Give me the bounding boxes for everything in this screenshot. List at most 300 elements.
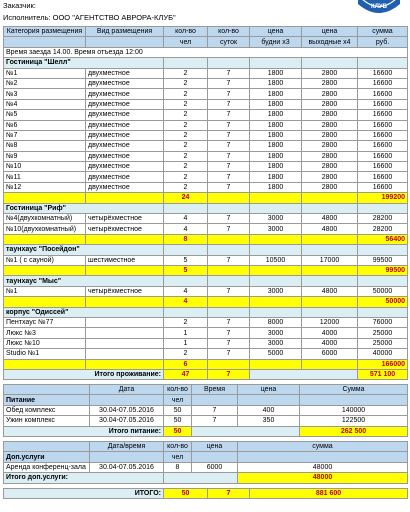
cell [302,276,358,286]
table-cell: 7 [208,120,250,130]
table-cell: 28200 [358,224,408,234]
table-cell: 2 [164,172,208,182]
cell [164,473,238,483]
column-header [4,37,86,47]
subtotal-sum: 199200 [358,193,408,203]
customer-line: Заказчик: [3,1,36,10]
table-cell: 1800 [250,151,302,161]
table-cell: 1800 [250,68,302,78]
table-cell: 2 [164,141,208,151]
table-cell: 50 [164,416,192,426]
food-table [3,384,408,437]
cell [302,297,358,307]
cell [302,203,358,213]
table-cell: 3000 [250,214,302,224]
table-row [4,172,408,182]
table-cell: 40000 [358,349,408,359]
table-cell: четырёхместное [86,214,164,224]
services-table [3,441,408,484]
cell [192,426,300,436]
column-header [90,452,164,462]
table-cell: двухместное [86,182,164,192]
table-cell: 1 [164,328,208,338]
subtotal-sum: 50000 [358,297,408,307]
table-cell: №4 [4,99,86,109]
subtotal-row [4,193,408,203]
column-header: чел [164,452,192,462]
cell [250,265,302,275]
table-cell: 2800 [302,78,358,88]
table-cell: №1 [4,68,86,78]
table-cell: №3 [4,89,86,99]
table-cell: 50 [164,405,192,415]
column-header: Время [192,385,238,395]
column-header: кол-во [164,442,192,452]
table-cell: 7 [208,182,250,192]
table-cell: 1 [164,338,208,348]
total-label: Итого проживание: [4,369,164,379]
table-cell: 4800 [302,286,358,296]
accommodation-table [3,26,408,380]
cell [302,58,358,68]
table-row [4,317,408,327]
table-row [4,349,408,359]
table-row [4,214,408,224]
cell [250,193,302,203]
table-row [4,120,408,130]
cell [86,359,164,369]
table-cell: двухместное [86,130,164,140]
table-cell: 140000 [300,405,408,415]
table-cell: №12 [4,182,86,192]
cell [208,58,250,68]
column-header [4,442,90,452]
table-cell: 3000 [250,338,302,348]
table-cell: двухместное [86,172,164,182]
accommodation-total-row [4,369,408,379]
cell [86,193,164,203]
table-row [4,182,408,192]
table-cell: №7 [4,130,86,140]
grand-total-table [3,488,408,499]
table-cell: 16600 [358,110,408,120]
table-cell: №8 [4,141,86,151]
section-title: Гостиница "Риф" [4,203,164,213]
subtotal-people: 24 [164,193,208,203]
table-cell: 2 [164,68,208,78]
section-title-row [4,58,408,68]
table-cell: 2 [164,182,208,192]
column-header: будни х3 [250,37,302,47]
subtotal-people: 8 [164,234,208,244]
subtotal-row [4,265,408,275]
column-header: Питание [4,395,90,405]
table-cell: 4000 [302,338,358,348]
column-header: цена [192,442,238,452]
table-cell: 16600 [358,172,408,182]
table-cell: 16600 [358,182,408,192]
subtotal-people: 4 [164,297,208,307]
table-cell: 25000 [358,338,408,348]
column-header: цена [238,385,300,395]
table-cell: 7 [208,141,250,151]
table-cell [86,338,164,348]
section-title: таунхаус "Мыс" [4,276,164,286]
section-title-row [4,276,408,286]
header-row-top [4,442,408,452]
table-cell: 1800 [250,99,302,109]
cell [358,203,408,213]
cell [208,234,250,244]
cell [302,193,358,203]
total-sum: 48000 [238,473,408,483]
column-header: сумма [358,27,408,37]
subtotal-row [4,297,408,307]
table-cell: 99500 [358,255,408,265]
table-cell: 2 [164,89,208,99]
table-row [4,405,408,415]
column-header [238,452,408,462]
cell [4,234,86,244]
table-cell: 16600 [358,120,408,130]
cell [164,203,208,213]
table-cell: Аренда конференц-зала [4,462,90,472]
column-header: Категория размещения [4,27,86,37]
table-cell: 2800 [302,68,358,78]
cell [358,58,408,68]
cell [250,359,302,369]
cell [250,307,302,317]
column-header [86,37,164,47]
table-row [4,328,408,338]
table-cell: 1800 [250,130,302,140]
table-cell: 6000 [302,349,358,359]
table-cell: 2 [164,110,208,120]
agency-logo-icon [356,0,402,20]
header-row-bottom [4,37,408,47]
table-cell [86,317,164,327]
header-row-top [4,27,408,37]
table-cell: 4800 [302,214,358,224]
table-cell: двухместное [86,141,164,151]
table-cell: 1800 [250,89,302,99]
table-cell: 1800 [250,162,302,172]
table-cell: 2800 [302,120,358,130]
subtotal-sum: 99500 [358,265,408,275]
table-cell: двухместное [86,110,164,120]
table-cell: 7 [208,151,250,161]
table-cell: 8 [164,462,192,472]
table-cell: двухместное [86,120,164,130]
table-cell: 16600 [358,99,408,109]
section-title-row [4,203,408,213]
total-sum: 262 500 [300,426,408,436]
total-label: Итого питание: [4,426,164,436]
table-cell [86,349,164,359]
table-cell: 7 [208,68,250,78]
table-cell: 16600 [358,68,408,78]
table-cell: №2 [4,78,86,88]
grand-total-label: ИТОГО: [4,489,164,499]
table-cell: 4 [164,224,208,234]
header-row-top [4,385,408,395]
cell [208,193,250,203]
cell [86,234,164,244]
table-row [4,141,408,151]
table-cell: 7 [208,224,250,234]
table-cell: двухместное [86,68,164,78]
table-cell: 2800 [302,162,358,172]
cell [164,307,208,317]
cell [208,307,250,317]
table-cell: Люкс №3 [4,328,86,338]
subtotal-sum: 56400 [358,234,408,244]
grand-total-days: 7 [208,489,250,499]
table-cell: 1800 [250,172,302,182]
table-cell: 4000 [302,328,358,338]
column-header [238,395,300,405]
cell [358,276,408,286]
header-row-bottom [4,395,408,405]
table-cell: №1 [4,286,86,296]
cell [208,297,250,307]
cell [208,203,250,213]
column-header [90,395,164,405]
table-cell: 30.04-07.05.2016 [90,416,164,426]
section-title-row [4,245,408,255]
times-row [4,47,408,57]
table-cell: 7 [208,78,250,88]
table-cell: 8000 [250,317,302,327]
table-cell: 7 [208,214,250,224]
cell [4,297,86,307]
cell [86,297,164,307]
table-cell: 7 [208,328,250,338]
column-header: кол-во [208,27,250,37]
table-cell: 2800 [302,172,358,182]
table-cell: №11 [4,172,86,182]
cell [358,307,408,317]
total-people: 50 [164,426,192,436]
cell [164,276,208,286]
table-cell: 16600 [358,78,408,88]
table-cell: 1800 [250,141,302,151]
table-row [4,286,408,296]
table-cell: 16600 [358,141,408,151]
total-days: 7 [208,369,250,379]
table-cell: 2800 [302,141,358,151]
table-cell: Ужин комплекс [4,416,90,426]
table-row [4,110,408,120]
subtotal-row [4,234,408,244]
check-in-times: Время заезда 14.00. Время отъезда 12:00 [4,47,408,57]
table-cell: 3000 [250,224,302,234]
column-header: чел [164,395,192,405]
table-cell: 3000 [250,328,302,338]
table-cell: 6000 [192,462,238,472]
executor-line: Исполнитель: ООО "АГЕНТСТВО АВРОРА-КЛУБ" [3,13,176,22]
table-cell: 4800 [302,224,358,234]
table-cell: 2800 [302,110,358,120]
table-cell: 400 [238,405,300,415]
table-cell: 3000 [250,286,302,296]
table-cell: 7 [208,89,250,99]
total-label: Итого доп.услуги: [4,473,164,483]
table-cell: 12000 [302,317,358,327]
table-cell: 30.04-07.05.2016 [90,462,164,472]
section-title: корпус "Одиссей" [4,307,164,317]
table-cell: двухместное [86,162,164,172]
table-cell [86,328,164,338]
table-cell: 2800 [302,99,358,109]
table-cell: №1 ( с сауной) [4,255,86,265]
cell [302,265,358,275]
table-cell: 7 [192,405,238,415]
table-cell: №6 [4,120,86,130]
cell [250,297,302,307]
cell [164,245,208,255]
column-header [300,395,408,405]
table-cell: 1800 [250,182,302,192]
subtotal-row [4,359,408,369]
table-cell: 7 [208,99,250,109]
cell [250,369,358,379]
table-row [4,99,408,109]
table-row [4,78,408,88]
table-cell: №10(двухкомнатный) [4,224,86,234]
table-cell: 350 [238,416,300,426]
table-cell: 7 [208,286,250,296]
table-cell: Studio №1 [4,349,86,359]
table-row [4,338,408,348]
table-cell: 16600 [358,151,408,161]
table-cell: 16600 [358,89,408,99]
column-header: выходные х4 [302,37,358,47]
subtotal-people: 6 [164,359,208,369]
table-cell: 2 [164,99,208,109]
column-header: сумма [238,442,408,452]
column-header: руб. [358,37,408,47]
table-cell: №9 [4,151,86,161]
table-cell: 2 [164,130,208,140]
table-cell: 2 [164,317,208,327]
cell [302,307,358,317]
total-people: 47 [164,369,208,379]
cell [4,265,86,275]
table-cell: 28200 [358,214,408,224]
table-cell: двухместное [86,99,164,109]
table-cell: 7 [192,416,238,426]
cell [250,58,302,68]
table-cell: 2800 [302,89,358,99]
cell [208,359,250,369]
table-cell: 50000 [358,286,408,296]
section-title-row [4,307,408,317]
table-cell: 4 [164,214,208,224]
cell [164,58,208,68]
table-cell: четырёхместное [86,224,164,234]
cell [208,245,250,255]
column-header: Вид размещения [86,27,164,37]
column-header [192,395,238,405]
table-cell: 76000 [358,317,408,327]
table-cell: 7 [208,255,250,265]
cell [250,276,302,286]
table-row [4,462,408,472]
column-header: цена [250,27,302,37]
table-cell: 4 [164,286,208,296]
table-cell: №4(двухкомнатный) [4,214,86,224]
column-header: суток [208,37,250,47]
table-cell: 7 [208,338,250,348]
table-cell: двухместное [86,78,164,88]
column-header [4,385,90,395]
table-cell: 10500 [250,255,302,265]
table-cell: 7 [208,130,250,140]
table-cell: Пентхаус №77 [4,317,86,327]
column-header: Сумма [300,385,408,395]
table-cell: 5 [164,255,208,265]
services-total-row [4,473,408,483]
table-row [4,416,408,426]
cell [302,234,358,244]
table-cell: 5000 [250,349,302,359]
column-header: цена [302,27,358,37]
logo-text: КЛУБ [371,4,387,10]
table-cell: Обед комплекс [4,405,90,415]
table-row [4,89,408,99]
column-header [192,452,238,462]
column-header: Доп.услуги [4,452,90,462]
column-header: Дата [90,385,164,395]
table-cell: 2 [164,349,208,359]
subtotal-people: 5 [164,265,208,275]
cell [4,193,86,203]
table-cell: четырёхместное [86,286,164,296]
cell [4,359,86,369]
table-cell: 7 [208,110,250,120]
table-cell: 16600 [358,162,408,172]
header-row-bottom [4,452,408,462]
grand-total-row [4,489,408,499]
cell [86,265,164,275]
column-header: кол-во [164,385,192,395]
table-row [4,68,408,78]
grand-total-sum: 881 600 [250,489,408,499]
table-cell: 2800 [302,130,358,140]
column-header: Дата/время [90,442,164,452]
total-sum: 571 100 [358,369,408,379]
table-row [4,255,408,265]
table-cell: 7 [208,162,250,172]
table-cell: 2 [164,151,208,161]
table-row [4,130,408,140]
table-cell: 17000 [302,255,358,265]
table-row [4,224,408,234]
food-total-row [4,426,408,436]
column-header: кол-во [164,27,208,37]
table-cell: 122500 [300,416,408,426]
table-cell: 2 [164,78,208,88]
section-title: Гостиница "Шелл" [4,58,164,68]
table-cell: 1800 [250,110,302,120]
cell [250,203,302,213]
table-cell: 30.04-07.05.2016 [90,405,164,415]
table-cell: шестиместное [86,255,164,265]
table-cell: 1800 [250,120,302,130]
table-row [4,162,408,172]
cell [208,276,250,286]
